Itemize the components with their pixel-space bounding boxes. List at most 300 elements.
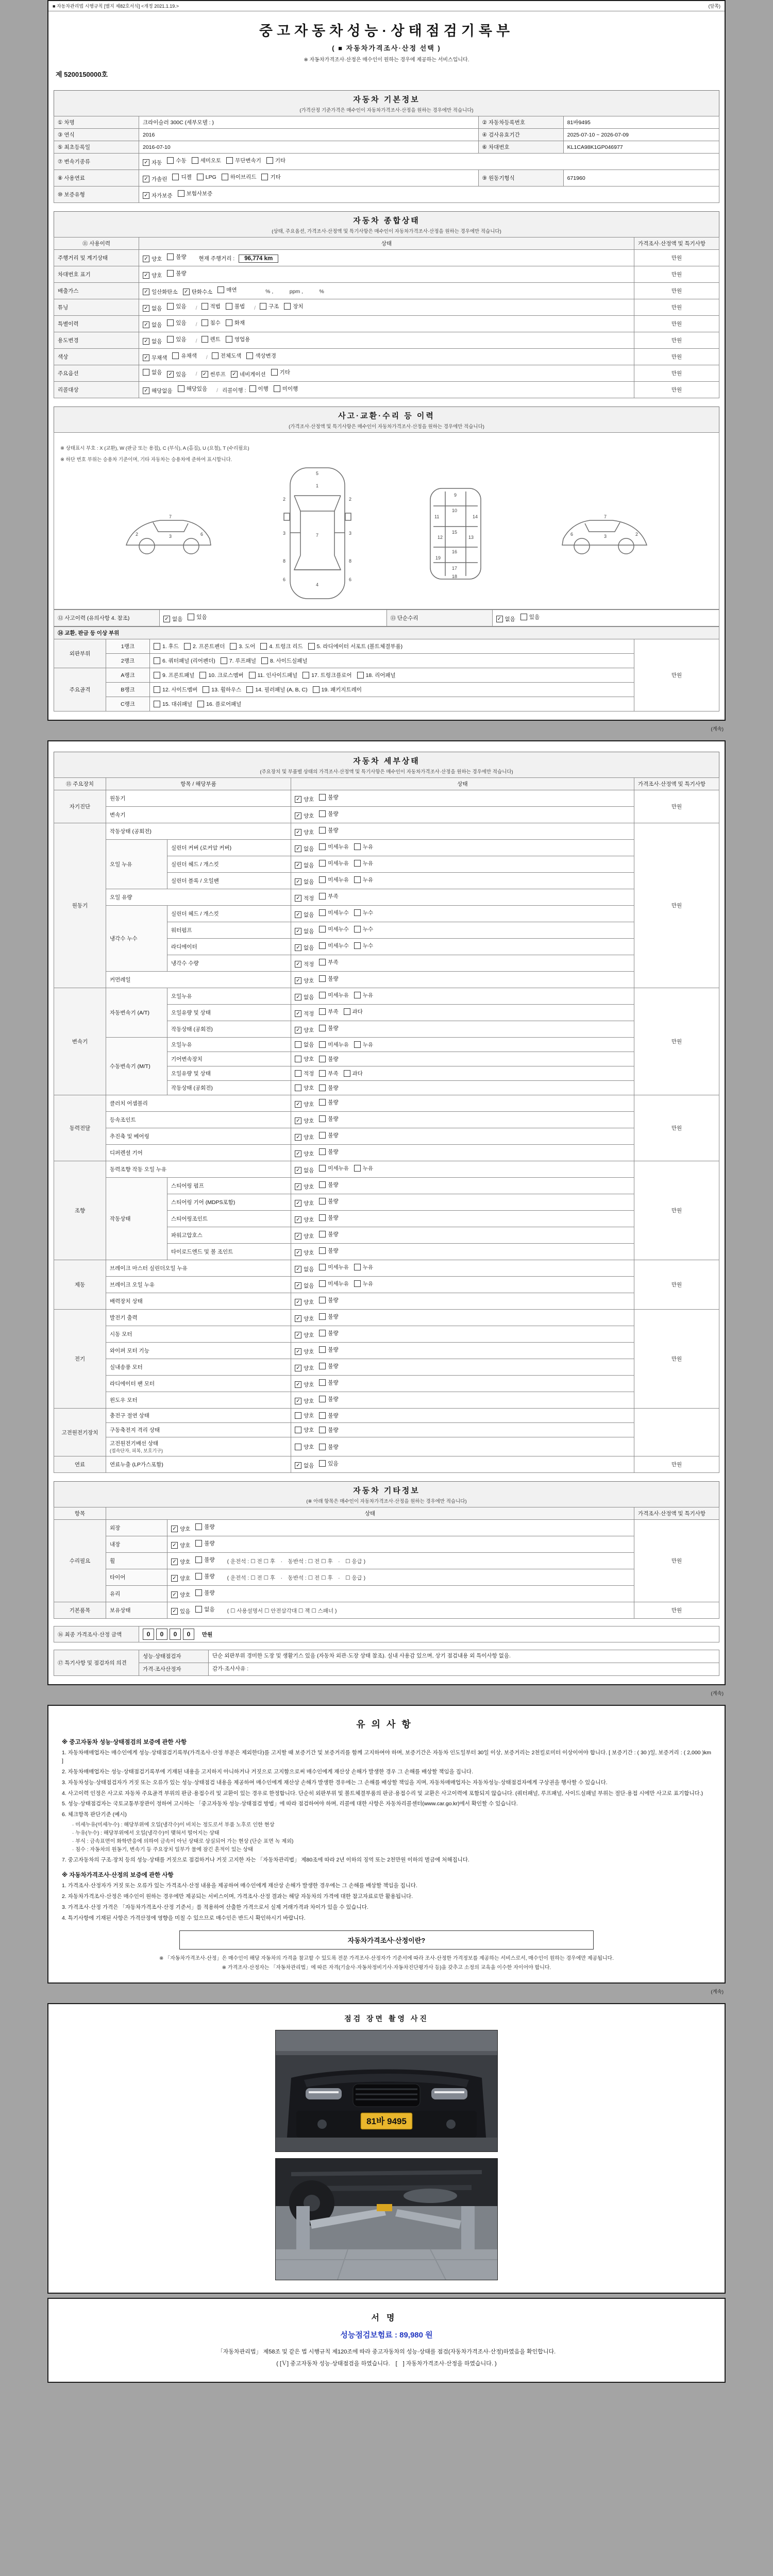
checkbox-불량[interactable]: 불량 — [319, 1055, 338, 1063]
checkbox-양호[interactable]: ✓ 양호 — [171, 1525, 190, 1533]
checkbox-5. 라디에이터 서포트 (볼트체결부품)[interactable]: 5. 라디에이터 서포트 (볼트체결부품) — [308, 642, 403, 650]
checkbox-자동[interactable]: ✓ 자동 — [143, 159, 162, 166]
notice-subitem: · 부식 : 금속표면이 화학반응에 의하여 금속이 아닌 상태로 상실되어 가는 현상 (단순 표면 녹 제외) — [72, 1838, 294, 1844]
rank-section-label: 주요골격 — [54, 668, 106, 711]
checkbox-장치[interactable]: 장치 — [284, 302, 303, 310]
svg-text:8: 8 — [349, 558, 352, 564]
checkbox-없음[interactable]: ✓ 없음 — [295, 927, 314, 935]
checkbox-렌트[interactable]: 렌트 — [201, 335, 221, 343]
checkbox-양호[interactable]: ✓ 양호 — [295, 1397, 314, 1405]
part-label: 실린더 블록 / 오일팬 — [167, 873, 291, 889]
checkbox-불량[interactable]: 불량 — [319, 975, 338, 982]
checkbox-누수[interactable]: 누수 — [354, 925, 373, 933]
checkbox-1. 후드[interactable]: 1. 후드 — [154, 642, 179, 650]
checkbox-기타[interactable]: 기타 — [261, 173, 280, 181]
checkbox-해당있음[interactable]: 해당있음 — [178, 385, 208, 393]
price-appraisal-definition-box: 자동차가격조사·산정이란? — [179, 1930, 593, 1950]
checkbox-19. 패키지트레이[interactable]: 19. 패키지트레이 — [313, 686, 362, 693]
checkbox-양호[interactable]: ✓ 양호 — [295, 1150, 314, 1158]
checkbox-네비게이션[interactable]: ✓ 네비게이션 — [231, 370, 266, 378]
part-label: 배력장치 상태 — [106, 1293, 291, 1310]
row-price: 만원 — [634, 365, 719, 382]
checkbox-수동[interactable]: 수동 — [167, 157, 186, 164]
checkbox-하이브리드[interactable]: 하이브리드 — [222, 173, 257, 181]
part-label: 오일 유량 — [106, 889, 291, 906]
checkbox-이행[interactable]: 이행 — [249, 385, 268, 393]
checkbox-침수[interactable]: 침수 — [201, 319, 221, 327]
checkbox-적정[interactable]: ✓ 적정 — [295, 894, 314, 902]
checkbox-미세누유[interactable]: 미세누유 — [319, 1280, 349, 1287]
checkbox-미세누유[interactable]: 미세누유 — [319, 1164, 349, 1172]
checkbox-14. 필러패널 (A, B, C)[interactable]: 14. 필러패널 (A, B, C) — [246, 686, 307, 693]
checkbox-있음[interactable]: ✓ 있음 — [167, 370, 186, 378]
section-comprehensive-title: 자동차 종합상태 — [353, 216, 420, 225]
form-reference-strip — [48, 1, 725, 11]
checkbox-11. 인사이드패널[interactable]: 11. 인사이드패널 — [249, 671, 298, 679]
svg-text:3: 3 — [604, 534, 607, 539]
page-1-panel — [47, 0, 726, 721]
simple-repair-label: ⑬ 단순수리 — [386, 610, 492, 626]
table-row — [54, 668, 719, 683]
part-label: 등속조인트 — [106, 1112, 291, 1128]
part-label: 시동 모터 — [106, 1326, 291, 1343]
section-comprehensive-note: (상태, 주요옵션, 가격조사·산정액 및 특기사항은 매수인이 자동차가격조사·산정을 원하는 경우에만 적습니다) — [272, 229, 501, 234]
final-price-unit: 만원 — [201, 1632, 213, 1638]
group-price: 만원 — [634, 1520, 719, 1602]
part-state — [291, 1194, 634, 1211]
checkbox-누유[interactable]: 누유 — [354, 991, 373, 999]
other-part-state: ✓ 양호 불량 ( 운전석 : ☐ 전 ☐ 후 · 동반석 : ☐ 전 ☐ 후 · ☐ 응급 ) — [167, 1553, 634, 1569]
checkbox-화재[interactable]: 화재 — [226, 319, 245, 327]
checkbox-없음[interactable]: ✓ 없음 — [163, 615, 182, 623]
checkbox-불량[interactable]: 불량 — [319, 1214, 338, 1222]
checkbox-2. 프론트펜더[interactable]: 2. 프론트펜더 — [184, 642, 225, 650]
part-label: 클러치 어셈블리 — [106, 1095, 291, 1112]
checkbox-없음[interactable]: ✓ 없음 — [295, 1282, 314, 1290]
col-header-item: 항목 — [54, 1507, 106, 1520]
checkbox-미이행[interactable]: 미이행 — [274, 385, 298, 393]
inspection-period-value: 2025-07-10 ~ 2026-07-09 — [563, 129, 719, 141]
checkbox-없음[interactable]: ✓ 없음 — [143, 304, 162, 312]
checkbox-불량[interactable]: 불량 — [195, 1539, 214, 1547]
checkbox-양호[interactable]: ✓ 양호 — [171, 1558, 190, 1566]
page-title-note: ※ 자동차가격조사·산정은 매수인이 원하는 경우에 제공하는 서비스입니다. — [304, 57, 469, 63]
checkbox-없음[interactable]: ✓ 없음 — [295, 944, 314, 952]
checkbox-양호[interactable]: ✓ 양호 — [143, 255, 162, 263]
part-label: 스티어링 펌프 — [167, 1178, 291, 1194]
part-state — [291, 1277, 634, 1293]
row-price: 만원 — [634, 250, 719, 266]
checkbox-누유[interactable]: 누유 — [354, 843, 373, 851]
opinion-inspector-text: 단순 외판부위 경미한 도장 및 생활기스 있음 (자동차 외관·도장 상태 참조). 실내 사용감 있으며, 상기 점검내용 외 특이사항 없음. — [209, 1650, 719, 1663]
notice-subitem: · 미세누유(미세누수) : 해당부위에 오일(냉각수)이 비치는 정도로서 부품 노후로 인한 현상 — [72, 1822, 275, 1828]
checkbox-없음[interactable]: ✓ 없음 — [295, 911, 314, 919]
part-label: 발전기 출력 — [106, 1310, 291, 1326]
device-group-label: 전기 — [54, 1310, 106, 1409]
checkbox-9. 프론트패널[interactable]: 9. 프론트패널 — [154, 671, 194, 679]
col-header-price: 가격조사·산정액 및 특기사항 — [634, 1507, 719, 1520]
table-row — [54, 654, 719, 668]
checkbox-양호[interactable]: ✓ 양호 — [295, 1331, 314, 1339]
part-state — [291, 1081, 634, 1095]
row-state: ✓ 양호 불량 현재 주행거리 : 96,774 km — [139, 250, 634, 266]
part-state — [291, 1409, 634, 1423]
checkbox-불량[interactable]: 불량 — [319, 826, 338, 834]
checkbox-없음[interactable]: ✓ 없음 — [496, 615, 515, 623]
table-row — [54, 988, 719, 1005]
comprehensive-table — [54, 237, 719, 398]
checkbox-불량[interactable]: 불량 — [319, 810, 338, 818]
checkbox-매연[interactable]: 매연 — [217, 286, 237, 294]
checkbox-누유[interactable]: 누유 — [354, 1041, 373, 1048]
section-accident-title: 사고·교환·수리 등 이력 — [338, 412, 435, 420]
checkbox-미세누유[interactable]: 미세누유 — [319, 843, 349, 851]
checkbox-양호[interactable]: ✓ 양호 — [295, 1216, 314, 1224]
checkbox-양호[interactable]: ✓ 양호 — [295, 1348, 314, 1355]
checkbox-부족[interactable]: 부족 — [319, 958, 338, 966]
svg-text:12: 12 — [438, 535, 443, 540]
checkbox-6. 쿼터패널 (리어펜더)[interactable]: 6. 쿼터패널 (리어펜더) — [154, 657, 215, 665]
checkbox-무채색[interactable]: ✓ 무채색 — [143, 354, 167, 362]
checkbox-양호[interactable]: ✓ 양호 — [295, 1381, 314, 1388]
checkbox-불량[interactable]: 불량 — [319, 1181, 338, 1189]
page-2-panel — [47, 740, 726, 1685]
checkbox-누수[interactable]: 누수 — [354, 942, 373, 950]
diagram-row-1 — [59, 464, 714, 604]
table-row — [54, 170, 719, 187]
checkbox-7. 루프패널[interactable]: 7. 루프패널 — [221, 657, 256, 665]
checkbox-없음[interactable]: ✓ 없음 — [295, 993, 314, 1001]
device-group-label: 원동기 — [54, 823, 106, 988]
rank-price: 만원 — [634, 639, 719, 711]
rank-items — [150, 683, 634, 697]
table-row — [54, 266, 719, 283]
field-label: ④ 검사유효기간 — [478, 129, 563, 141]
checkbox-미세누유[interactable]: 미세누유 — [319, 859, 349, 867]
checkbox-기타[interactable]: 기타 — [266, 157, 285, 164]
table-header-row — [54, 778, 719, 790]
checkbox-양호[interactable]: 양호 — [295, 1055, 314, 1063]
checkbox-있음[interactable]: ✓ 있음 — [171, 1607, 190, 1615]
car-top-view-diagram — [279, 464, 356, 604]
checkbox-불량[interactable]: 불량 — [319, 793, 338, 801]
col-header-state: 상태 — [139, 238, 634, 250]
part-state — [291, 1392, 634, 1409]
checkbox-없음[interactable]: ✓ 없음 — [295, 861, 314, 869]
checkbox-17. 트렁크플로어[interactable]: 17. 트렁크플로어 — [303, 671, 351, 679]
part-label: 커먼레일 — [106, 972, 291, 988]
checkbox-세미오토[interactable]: 세미오토 — [192, 157, 222, 164]
checkbox-불량[interactable]: 불량 — [319, 1395, 338, 1403]
checkbox-불량[interactable]: 불량 — [319, 1230, 338, 1238]
group-price: 만원 — [634, 823, 719, 988]
table-row — [54, 1437, 719, 1456]
notice-item: 5. 성능·상태점검자는 국토교통부장관이 정하여 고시하는 「중고자동차 성능·상태점검 방법」에 따라 점검하여야 하며, 리콜에 대한 사항은 자동차리콜센터(www.car.go.kr)에서 확인할 수 있습니다. — [62, 1801, 518, 1807]
checkbox-있음[interactable]: 있음 — [188, 613, 207, 621]
checkbox-불량[interactable]: 불량 — [319, 1197, 338, 1205]
checkbox-양호[interactable]: ✓ 양호 — [171, 1591, 190, 1599]
group-price: 만원 — [634, 988, 719, 1095]
part-state — [291, 889, 634, 906]
exchange-section-label: ⑭ 교환, 판금 등 이상 부위 — [54, 627, 719, 639]
checkbox-색상변경[interactable]: 색상변경 — [246, 352, 276, 360]
checkbox-없음[interactable]: ✓ 없음 — [295, 845, 314, 853]
row-price: 만원 — [634, 283, 719, 299]
checkbox-양호[interactable]: ✓ 양호 — [295, 1364, 314, 1372]
vin-value: KL1CA98K1GP046977 — [563, 141, 719, 154]
checkbox-디젤[interactable]: 디젤 — [172, 173, 191, 181]
signature-title: 서명 — [371, 2314, 402, 2323]
row-state: ✓ 무채색 유채색 / 전체도색 색상변경 — [139, 349, 634, 365]
checkbox-있음[interactable]: 있음 — [520, 613, 540, 621]
table-row — [54, 1569, 719, 1586]
checkbox-불량[interactable]: 불량 — [319, 1412, 338, 1419]
part-state — [291, 1456, 634, 1473]
checkbox-불량[interactable]: 불량 — [319, 1024, 338, 1032]
checkbox-양호[interactable]: ✓ 양호 — [171, 1574, 190, 1582]
checkbox-양호[interactable]: 양호 — [295, 1084, 314, 1092]
checkbox-양호[interactable]: 양호 — [295, 1412, 314, 1419]
checkbox-불량[interactable]: 불량 — [167, 269, 186, 277]
checkbox-있음[interactable]: 있음 — [167, 302, 186, 310]
checkbox-누유[interactable]: 누유 — [354, 859, 373, 867]
part-state — [291, 873, 634, 889]
checkbox-10. 크로스멤버[interactable]: 10. 크로스멤버 — [199, 671, 243, 679]
basic-info-table — [54, 116, 719, 203]
part-label: 실린더 커버 (로커암 커버) — [167, 840, 291, 856]
table-row — [54, 1277, 719, 1293]
checkbox-기타[interactable]: 기타 — [271, 368, 290, 376]
checkbox-해당없음[interactable]: ✓ 해당없음 — [143, 387, 173, 395]
checkbox-미세누유[interactable]: 미세누유 — [319, 876, 349, 884]
table-row — [54, 639, 719, 654]
checkbox-13. 휠하우스[interactable]: 13. 휠하우스 — [203, 686, 241, 693]
checkbox-불량[interactable]: 불량 — [167, 253, 186, 261]
checkbox-무단변속기[interactable]: 무단변속기 — [226, 157, 261, 164]
checkbox-양호[interactable]: ✓ 양호 — [295, 1026, 314, 1034]
checkbox-16. 플로어패널[interactable]: 16. 플로어패널 — [197, 700, 241, 708]
document-number: 제 5200150000호 — [56, 71, 108, 78]
svg-text:2: 2 — [635, 532, 638, 537]
photos-panel — [47, 2003, 726, 2294]
checkbox-불량[interactable]: 불량 — [319, 1346, 338, 1353]
checkbox-누유[interactable]: 누유 — [354, 1280, 373, 1287]
svg-text:6: 6 — [349, 577, 352, 582]
checkbox-양호[interactable]: ✓ 양호 — [295, 1232, 314, 1240]
part-label: 라디에이터 — [167, 939, 291, 955]
checkbox-탄화수소[interactable]: ✓ 탄화수소 — [183, 288, 213, 296]
checkbox-미세누유[interactable]: 미세누유 — [319, 991, 349, 999]
device-subgroup-label: 냉각수 누수 — [106, 906, 167, 972]
checkbox-불량[interactable]: 불량 — [319, 1443, 338, 1451]
checkbox-적정[interactable]: ✓ 적정 — [295, 1010, 314, 1018]
inspection-fee — [48, 2329, 725, 2340]
row-state: ✓ 없음 있음 / 적법 불법 / 구조 장치 — [139, 299, 634, 316]
device-subgroup-label: 수동변속기 (M/T) — [106, 1038, 167, 1095]
svg-text:6: 6 — [570, 532, 574, 537]
checkbox-없음[interactable]: 없음 — [295, 1041, 314, 1048]
checkbox-누유[interactable]: 누유 — [354, 876, 373, 884]
part-state — [291, 1005, 634, 1021]
checkbox-부족[interactable]: 부족 — [319, 1070, 338, 1077]
year-value: 2016 — [139, 129, 479, 141]
checkbox-8. 사이드실패널[interactable]: 8. 사이드실패널 — [261, 657, 308, 665]
checkbox-적정[interactable]: 적정 — [295, 1070, 314, 1077]
svg-text:16: 16 — [452, 549, 458, 554]
checkbox-3. 도어[interactable]: 3. 도어 — [230, 642, 255, 650]
checkbox-불량[interactable]: 불량 — [319, 1148, 338, 1156]
checkbox-양호[interactable]: ✓ 양호 — [295, 1117, 314, 1125]
checkbox-없음[interactable]: ✓ 없음 — [143, 321, 162, 329]
checkbox-불량[interactable]: 불량 — [319, 1426, 338, 1434]
checkbox-양호[interactable]: 양호 — [295, 1426, 314, 1434]
checkbox-미세누유[interactable]: 미세누유 — [319, 1263, 349, 1271]
table-row — [54, 1536, 719, 1553]
checkbox-양호[interactable]: ✓ 양호 — [295, 1100, 314, 1108]
part-label: 구동축전지 격리 상태 — [106, 1423, 291, 1437]
checkbox-썬루프[interactable]: ✓ 썬루프 — [201, 370, 226, 378]
part-label: 라디에이터 팬 모터 — [106, 1376, 291, 1392]
checkbox-불량[interactable]: 불량 — [319, 1362, 338, 1370]
checkbox-영업용[interactable]: 영업용 — [226, 335, 250, 343]
checkbox-양호[interactable]: ✓ 양호 — [295, 812, 314, 820]
checkbox-없음[interactable]: ✓ 없음 — [295, 1462, 314, 1469]
checkbox-양호[interactable]: ✓ 양호 — [295, 1249, 314, 1257]
checkbox-양호[interactable]: ✓ 양호 — [295, 795, 314, 803]
section-detail-header — [54, 752, 719, 777]
checkbox-있음[interactable]: 있음 — [167, 319, 186, 327]
svg-text:19: 19 — [435, 555, 441, 561]
part-label: 연료누출 (LP가스포함) — [106, 1456, 291, 1473]
checkbox-없음[interactable]: 없음 — [195, 1605, 214, 1613]
checkbox-불량[interactable]: 불량 — [319, 1296, 338, 1304]
svg-text:1: 1 — [316, 483, 319, 488]
checkbox-불량[interactable]: 불량 — [319, 1098, 338, 1106]
checkbox-양호[interactable]: 양호 — [295, 1443, 314, 1451]
checkbox-양호[interactable]: ✓ 양호 — [295, 828, 314, 836]
checkbox-불량[interactable]: 불량 — [195, 1556, 214, 1564]
checkbox-없음[interactable]: 없음 — [143, 368, 162, 376]
checkbox-과다[interactable]: 과다 — [344, 1070, 363, 1077]
part-state — [291, 1423, 634, 1437]
checkbox-일산화탄소[interactable]: ✓ 일산화탄소 — [143, 288, 178, 296]
checkbox-자가보증[interactable]: ✓ 자가보증 — [143, 192, 173, 199]
checkbox-불량[interactable]: 불량 — [319, 1313, 338, 1320]
checkbox-부족[interactable]: 부족 — [319, 892, 338, 900]
checkbox-누수[interactable]: 누수 — [354, 909, 373, 917]
table-header-row — [54, 238, 719, 250]
checkbox-불량[interactable]: 불량 — [195, 1589, 214, 1597]
other-part-label: 보유상태 — [106, 1602, 167, 1619]
checkbox-구조[interactable]: 구조 — [260, 302, 279, 310]
checkbox-미세누유[interactable]: 미세누유 — [319, 1041, 349, 1048]
field-label: ② 자동차등록번호 — [478, 116, 563, 129]
checkbox-있음[interactable]: 있음 — [319, 1460, 338, 1467]
checkbox-불량[interactable]: 불량 — [195, 1523, 214, 1531]
table-row — [54, 1038, 719, 1052]
table-row — [54, 823, 719, 840]
row-label: 색상 — [54, 349, 139, 365]
device-subgroup-label: 작동상태 — [106, 1178, 167, 1260]
checkbox-양호[interactable]: ✓ 양호 — [295, 1315, 314, 1323]
checkbox-불량[interactable]: 불량 — [195, 1572, 214, 1580]
checkbox-양호[interactable]: ✓ 양호 — [295, 1183, 314, 1191]
checkbox-불법[interactable]: 불법 — [226, 302, 245, 310]
checkbox-4. 트렁크 리드[interactable]: 4. 트렁크 리드 — [260, 642, 303, 650]
device-group-label: 고전원전기장치 — [54, 1409, 106, 1456]
row-label: 주요옵션 — [54, 365, 139, 382]
checkbox-양호[interactable]: ✓ 양호 — [295, 1133, 314, 1141]
detail-condition-table — [54, 777, 719, 1473]
checkbox-적법[interactable]: 적법 — [201, 302, 221, 310]
row-label: 배출가스 — [54, 283, 139, 299]
checkbox-불량[interactable]: 불량 — [319, 1084, 338, 1092]
checkbox-유채색[interactable]: 유채색 — [172, 352, 196, 360]
checkbox-있음[interactable]: 있음 — [167, 335, 186, 343]
group-price: 만원 — [634, 1310, 719, 1409]
table-row — [54, 1602, 719, 1619]
signature-legal-line-1: 「자동차관리법」 제58조 및 같은 법 시행규칙 제120조에 따라 중고자동차의 성능·상태를 점검(자동차가격조사·산정)하였음을 확인합니다. — [217, 2349, 556, 2355]
svg-text:9: 9 — [454, 493, 457, 498]
checkbox-양호[interactable]: ✓ 양호 — [295, 1199, 314, 1207]
checkbox-15. 대쉬패널[interactable]: 15. 대쉬패널 — [154, 700, 192, 708]
part-state — [291, 1052, 634, 1066]
checkbox-18. 리어패널[interactable]: 18. 리어패널 — [357, 671, 396, 679]
checkbox-LPG[interactable]: LPG — [197, 174, 216, 180]
checkbox-없음[interactable]: ✓ 없음 — [295, 1166, 314, 1174]
checkbox-미세누수[interactable]: 미세누수 — [319, 942, 349, 950]
field-label: ③ 연식 — [54, 129, 139, 141]
checkbox-12. 사이드멤버[interactable]: 12. 사이드멤버 — [154, 686, 197, 693]
part-label: 작동상태 (공회전) — [106, 823, 291, 840]
checkbox-양호[interactable]: ✓ 양호 — [295, 1298, 314, 1306]
checkbox-불량[interactable]: 불량 — [319, 1247, 338, 1255]
checkbox-적정[interactable]: ✓ 적정 — [295, 960, 314, 968]
table-row — [54, 1626, 719, 1642]
accident-history-table — [54, 609, 719, 626]
checkbox-미세누수[interactable]: 미세누수 — [319, 925, 349, 933]
checkbox-양호[interactable]: ✓ 양호 — [143, 272, 162, 279]
checkbox-양호[interactable]: ✓ 양호 — [295, 977, 314, 985]
checkbox-누유[interactable]: 누유 — [354, 1263, 373, 1271]
car-underbody-view-diagram — [417, 484, 494, 583]
checkbox-보험사보증[interactable]: 보험사보증 — [178, 190, 213, 197]
field-label: ⑨ 원동기형식 — [478, 170, 563, 187]
col-header-price: 가격조사·산정액 및 특기사항 — [634, 238, 719, 250]
checkbox-과다[interactable]: 과다 — [344, 1008, 363, 1015]
opinion-inspector-label: 성능·상태점검자 — [139, 1650, 209, 1663]
checkbox-미세누수[interactable]: 미세누수 — [319, 909, 349, 917]
part-label: 실내송풍 모터 — [106, 1359, 291, 1376]
table-row — [54, 283, 719, 299]
checkbox-부족[interactable]: 부족 — [319, 1008, 338, 1015]
checkbox-없음[interactable]: ✓ 없음 — [295, 1265, 314, 1273]
checkbox-불량[interactable]: 불량 — [319, 1115, 338, 1123]
diagram-legend-2: ※ 하단 번호 부위는 승용차 기준이며, 기타 자동차는 승용차에 준하여 표시합니다. — [60, 457, 232, 463]
checkbox-전체도색[interactable]: 전체도색 — [212, 352, 242, 360]
table-row — [54, 1260, 719, 1277]
checkbox-누유[interactable]: 누유 — [354, 1164, 373, 1172]
checkbox-양호[interactable]: ✓ 양호 — [171, 1541, 190, 1549]
checkbox-불량[interactable]: 불량 — [319, 1329, 338, 1337]
other-part-state — [167, 1586, 634, 1602]
checkbox-없음[interactable]: ✓ 없음 — [295, 878, 314, 886]
table-row — [54, 1586, 719, 1602]
checkbox-가솔린[interactable]: ✓ 가솔린 — [143, 175, 167, 183]
checkbox-없음[interactable]: ✓ 없음 — [143, 337, 162, 345]
checkbox-불량[interactable]: 불량 — [319, 1379, 338, 1386]
checkbox-불량[interactable]: 불량 — [319, 1131, 338, 1139]
